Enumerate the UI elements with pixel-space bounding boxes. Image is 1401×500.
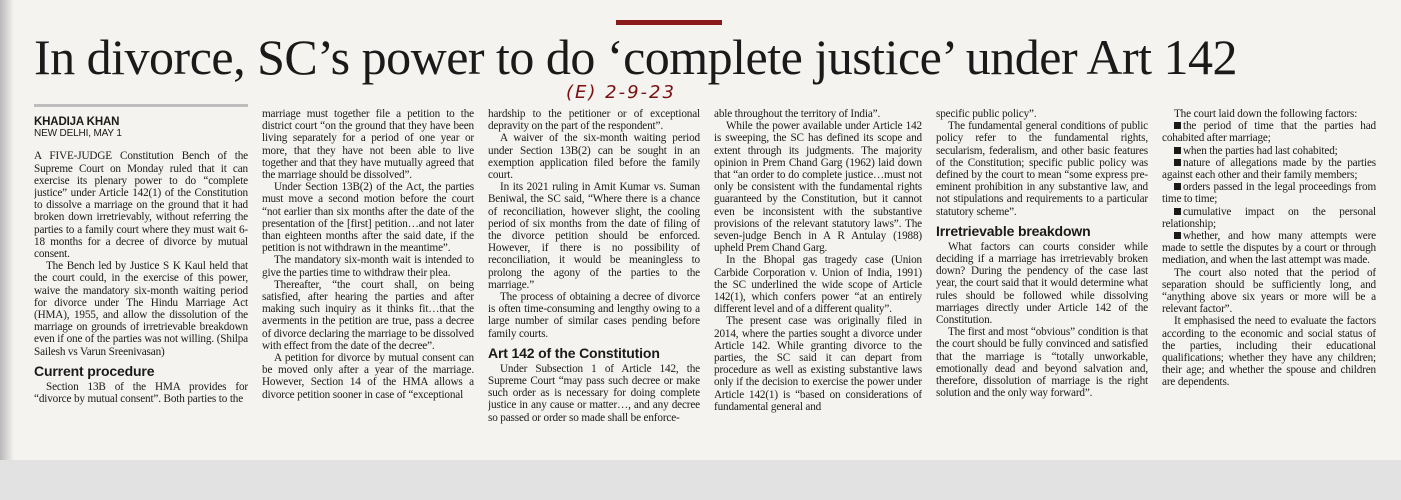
- factor-item: [1162, 145, 1376, 157]
- paragraph: A waiver of the six-month waiting period under Section 13B(2) can be sought in an exemption application filed before the family court.: [488, 132, 700, 182]
- paragraph: hardship to the petitioner or of exceptional depravity on the part of the respondent”.: [488, 108, 700, 133]
- factor-text: whether, and how many attempts were made to settle the disputes by a court or through mediation, and when the last attempt was made.: [1162, 230, 1376, 267]
- factor-item: [1162, 230, 1376, 267]
- paragraph: Thereafter, “the court shall, on being satisfied, after hearing the parties and after making such inquiry as it thinks fit…that the averments in the petition are true, pass a decree of divorce declaring the marriage to be dissolved with effect from the date of the decree”.: [262, 278, 474, 352]
- handwritten-date-note: (E) 2-9-23: [566, 82, 676, 103]
- paragraph: In the Bhopal gas tragedy case (Union Carbide Corporation v. Union of India, 1991) the SC underlined the wide scope of Article 142(1), which confers power “at an entirely different level and of a different quality”.: [714, 254, 922, 316]
- paragraph: The court also noted that the period of separation should be sufficiently long, and “anything above six years or more will be a relevant factor”.: [1162, 266, 1376, 316]
- paragraph: The first and most “obvious” condition is that the court should be fully convinced and satisfied that the marriage is “totally unworkable, emotionally dead and beyond salvation and, therefore, dissolution of marriage is the right solution and the only way forward”.: [936, 326, 1148, 400]
- paragraph: In its 2021 ruling in Amit Kumar vs. Suman Beniwal, the SC said, “Where there is a chance of reconciliation, however slight, the cooling period of six months from the date of filing of the divorce petition should be enforced. However, if there is no possibility of reconciliation, it would be meaningless to prolong the agony of the parties to the marriage.”: [488, 181, 700, 291]
- factor-text: nature of allegations made by the parties against each other and their family members;: [1162, 156, 1376, 182]
- article-column-4: [714, 108, 922, 453]
- byline-rule: [34, 104, 248, 107]
- factor-item: [1162, 181, 1376, 205]
- paragraph: While the power available under Article 142 is sweeping, the SC has defined its scope and extent through its judgments. The majority opinion in Prem Chand Garg (1962) laid down that “an order to do complete justice…must not only be consistent with the fundamental rights guaranteed by the Constitution, but it cannot even be inconsistent with the substantive provisions of the relevant statutory laws”. The seven-judge Bench in A R Antulay (1988) upheld Prem Chand Garg.: [714, 120, 922, 255]
- paragraph: A petition for divorce by mutual consent can be moved only after a year of the marriage. However, Section 14 of the HMA allows a divorce petition sooner in case of “exceptional: [262, 352, 474, 401]
- subheading-art-142: Art 142 of the Constitution: [488, 344, 660, 361]
- article-column-1: [34, 108, 248, 453]
- paragraph: marriage must together file a petition to the district court “on the ground that they have been living separately for a period of one year or more, that they have not been able to live together and that they have mutually agreed that the marriage should be dissolved”.: [262, 108, 474, 182]
- bullet-square-icon: [1174, 159, 1181, 166]
- bullet-square-icon: [1174, 147, 1181, 154]
- article-column-5: [936, 108, 1148, 453]
- paragraph: able throughout the territory of India”.: [714, 108, 881, 120]
- article-column-3: [488, 108, 700, 453]
- factor-text: orders passed in the legal proceedings from time to time;: [1162, 181, 1376, 206]
- factor-text: cumulative impact on the personal relationship;: [1162, 205, 1376, 230]
- paragraph: What factors can courts consider while deciding if a marriage has irretrievably broken down? During the pendency of the case last year, the court said that it would determine what rules should be followed while dissolving marriages directly under Article 142 of the Constitution.: [936, 240, 1148, 327]
- scan-background: [0, 460, 1401, 500]
- factor-item: [1162, 206, 1376, 230]
- paragraph: specific public policy”.: [936, 108, 1037, 120]
- factor-item: [1162, 157, 1376, 181]
- dateline: NEW DELHI, MAY 1: [34, 128, 122, 140]
- factor-item: [1162, 120, 1376, 144]
- subheading-irretrievable-breakdown: Irretrievable breakdown: [936, 222, 1091, 239]
- paragraph: The fundamental general conditions of public policy refer to the fundamental rights, secularism, federalism, and other basic features of the Constitution; specific public policy was defined by the court to mean “some express pre-eminent prohibition in any substantive law, and not stipulations and requirements to a particular statutory scheme”.: [936, 120, 1148, 218]
- paragraph: The mandatory six-month wait is intended to give the parties time to withdraw their plea.: [262, 254, 474, 279]
- paragraph: Under Section 13B(2) of the Act, the parties must move a second motion before the court “not earlier than six months after the date of the presentation of the [first] petition…and not later than eighteen months after the said date, if the petition is not withdrawn in the meantime”.: [262, 181, 474, 255]
- byline: KHADIJA KHAN: [34, 116, 120, 128]
- paragraph: The court laid down the following factors:: [1174, 108, 1358, 120]
- bullet-square-icon: [1174, 232, 1181, 239]
- bullet-square-icon: [1174, 208, 1181, 215]
- paragraph: A FIVE-JUDGE Constitution Bench of the Supreme Court on Monday ruled that it can exercise its plenary power to do “complete justice” under Article 142(1) of the Constitution to dissolve a marriage on the ground that it had broken down irretrievably, without referring the parties to a family court where they must wait 6-18 months for a decree of divorce by mutual consent.: [34, 150, 248, 261]
- page-edge-shadow: [0, 0, 14, 460]
- paragraph: The process of obtaining a decree of divorce is often time-consuming and lengthy owing to a large number of similar cases pending before family courts.: [488, 291, 700, 340]
- paragraph: Under Subsection 1 of Article 142, the Supreme Court “may pass such decree or make such order as is necessary for doing complete justice in any cause or matter…, and any decree so passed or order so made shall be enforce-: [488, 362, 700, 424]
- section-marker-rule: [616, 20, 722, 25]
- bullet-square-icon: [1174, 183, 1181, 190]
- subheading-current-procedure: Current procedure: [34, 362, 155, 379]
- factor-text: when the parties had last cohabited;: [1183, 144, 1338, 157]
- paragraph: The present case was originally filed in 2014, where the parties sought a divorce under Article 142. While granting divorce to the parties, the SC said it can depart from procedure as well as existing substantive laws only if the decision to exercise the power under Article 142(1) is “based on considerations of fundamental general and: [714, 315, 922, 413]
- paragraph: It emphasised the need to evaluate the factors according to the economic and social status of the parties, including their educational qualifications; whether they have any children; their age; and whether the spouse and children are dependents.: [1162, 315, 1376, 389]
- paragraph: The Bench led by Justice S K Kaul held that the court could, in the exercise of this power, waive the mandatory six-month waiting period for divorce under The Hindu Marriage Act (HMA), 1955, and allow the dissolution of the marriage on grounds of irretrievable breakdown even if one of the parties was not willing. (Shilpa Sailesh vs Varun Sreenivasan): [34, 260, 248, 358]
- article-column-2: [262, 108, 474, 453]
- factor-text: the period of time that the parties had cohabited after marriage;: [1162, 120, 1376, 145]
- article-column-6: [1162, 108, 1376, 453]
- paragraph: Section 13B of the HMA provides for “divorce by mutual consent”. Both parties to the: [34, 380, 248, 406]
- bullet-square-icon: [1174, 122, 1181, 129]
- headline: In divorce, SC’s power to do ‘complete justice’ under Art 142: [34, 29, 1238, 85]
